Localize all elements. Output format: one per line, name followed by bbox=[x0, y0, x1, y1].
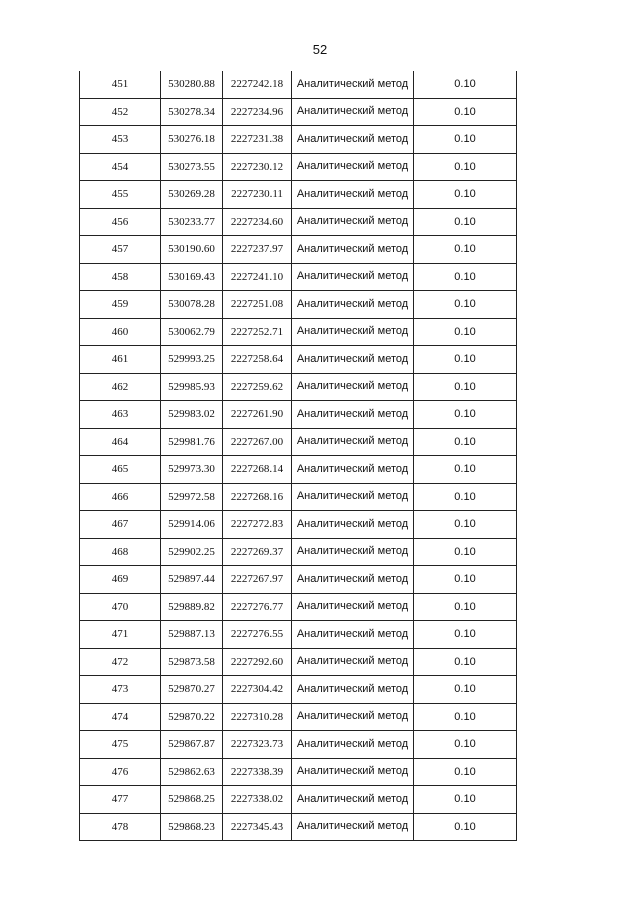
method-cell: Аналитический метод bbox=[292, 621, 414, 649]
method-cell: Аналитический метод bbox=[292, 538, 414, 566]
method-cell: Аналитический метод bbox=[292, 208, 414, 236]
y-coordinate-cell: 2227276.77 bbox=[223, 593, 292, 621]
y-coordinate-cell: 2227310.28 bbox=[223, 703, 292, 731]
table-row bbox=[80, 181, 517, 209]
table-row bbox=[80, 758, 517, 786]
y-coordinate-cell: 2227242.18 bbox=[223, 71, 292, 98]
x-coordinate-cell: 529973.30 bbox=[161, 456, 223, 484]
point-number-cell: 455 bbox=[80, 181, 161, 209]
y-coordinate-cell: 2227234.60 bbox=[223, 208, 292, 236]
point-number-cell: 460 bbox=[80, 318, 161, 346]
method-cell: Аналитический метод bbox=[292, 676, 414, 704]
accuracy-cell: 0.10 bbox=[414, 593, 517, 621]
x-coordinate-cell: 529867.87 bbox=[161, 731, 223, 759]
x-coordinate-cell: 530190.60 bbox=[161, 236, 223, 264]
method-cell: Аналитический метод bbox=[292, 291, 414, 319]
point-number-cell: 463 bbox=[80, 401, 161, 429]
x-coordinate-cell: 530169.43 bbox=[161, 263, 223, 291]
table-row bbox=[80, 621, 517, 649]
point-number-cell: 473 bbox=[80, 676, 161, 704]
x-coordinate-cell: 529870.27 bbox=[161, 676, 223, 704]
accuracy-cell: 0.10 bbox=[414, 703, 517, 731]
point-number-cell: 462 bbox=[80, 373, 161, 401]
method-cell: Аналитический метод bbox=[292, 318, 414, 346]
x-coordinate-cell: 529902.25 bbox=[161, 538, 223, 566]
x-coordinate-cell: 530078.28 bbox=[161, 291, 223, 319]
y-coordinate-cell: 2227268.16 bbox=[223, 483, 292, 511]
point-number-cell: 461 bbox=[80, 346, 161, 374]
accuracy-cell: 0.10 bbox=[414, 346, 517, 374]
y-coordinate-cell: 2227267.00 bbox=[223, 428, 292, 456]
point-number-cell: 467 bbox=[80, 511, 161, 539]
y-coordinate-cell: 2227267.97 bbox=[223, 566, 292, 594]
method-cell: Аналитический метод bbox=[292, 181, 414, 209]
point-number-cell: 466 bbox=[80, 483, 161, 511]
x-coordinate-cell: 530276.18 bbox=[161, 126, 223, 154]
method-cell: Аналитический метод bbox=[292, 648, 414, 676]
point-number-cell: 469 bbox=[80, 566, 161, 594]
x-coordinate-cell: 529868.23 bbox=[161, 813, 223, 841]
table-row bbox=[80, 511, 517, 539]
point-number-cell: 454 bbox=[80, 153, 161, 181]
y-coordinate-cell: 2227259.62 bbox=[223, 373, 292, 401]
method-cell: Аналитический метод bbox=[292, 263, 414, 291]
table-row bbox=[80, 401, 517, 429]
accuracy-cell: 0.10 bbox=[414, 373, 517, 401]
accuracy-cell: 0.10 bbox=[414, 208, 517, 236]
accuracy-cell: 0.10 bbox=[414, 98, 517, 126]
table-row bbox=[80, 731, 517, 759]
accuracy-cell: 0.10 bbox=[414, 786, 517, 814]
x-coordinate-cell: 529897.44 bbox=[161, 566, 223, 594]
point-number-cell: 453 bbox=[80, 126, 161, 154]
table-row bbox=[80, 813, 517, 841]
point-number-cell: 478 bbox=[80, 813, 161, 841]
accuracy-cell: 0.10 bbox=[414, 648, 517, 676]
x-coordinate-cell: 529862.63 bbox=[161, 758, 223, 786]
method-cell: Аналитический метод bbox=[292, 236, 414, 264]
method-cell: Аналитический метод bbox=[292, 153, 414, 181]
y-coordinate-cell: 2227345.43 bbox=[223, 813, 292, 841]
method-cell: Аналитический метод bbox=[292, 703, 414, 731]
point-number-cell: 464 bbox=[80, 428, 161, 456]
point-number-cell: 471 bbox=[80, 621, 161, 649]
method-cell: Аналитический метод bbox=[292, 758, 414, 786]
x-coordinate-cell: 529983.02 bbox=[161, 401, 223, 429]
table-row bbox=[80, 291, 517, 319]
point-number-cell: 459 bbox=[80, 291, 161, 319]
coordinates-table bbox=[79, 71, 517, 841]
accuracy-cell: 0.10 bbox=[414, 676, 517, 704]
accuracy-cell: 0.10 bbox=[414, 236, 517, 264]
table-row bbox=[80, 456, 517, 484]
accuracy-cell: 0.10 bbox=[414, 538, 517, 566]
method-cell: Аналитический метод bbox=[292, 456, 414, 484]
x-coordinate-cell: 530278.34 bbox=[161, 98, 223, 126]
point-number-cell: 470 bbox=[80, 593, 161, 621]
y-coordinate-cell: 2227261.90 bbox=[223, 401, 292, 429]
x-coordinate-cell: 530269.28 bbox=[161, 181, 223, 209]
y-coordinate-cell: 2227258.64 bbox=[223, 346, 292, 374]
y-coordinate-cell: 2227268.14 bbox=[223, 456, 292, 484]
point-number-cell: 456 bbox=[80, 208, 161, 236]
accuracy-cell: 0.10 bbox=[414, 263, 517, 291]
x-coordinate-cell: 530273.55 bbox=[161, 153, 223, 181]
method-cell: Аналитический метод bbox=[292, 731, 414, 759]
y-coordinate-cell: 2227304.42 bbox=[223, 676, 292, 704]
accuracy-cell: 0.10 bbox=[414, 291, 517, 319]
y-coordinate-cell: 2227241.10 bbox=[223, 263, 292, 291]
accuracy-cell: 0.10 bbox=[414, 621, 517, 649]
method-cell: Аналитический метод bbox=[292, 593, 414, 621]
y-coordinate-cell: 2227231.38 bbox=[223, 126, 292, 154]
table-row bbox=[80, 208, 517, 236]
y-coordinate-cell: 2227230.12 bbox=[223, 153, 292, 181]
method-cell: Аналитический метод bbox=[292, 71, 414, 98]
y-coordinate-cell: 2227237.97 bbox=[223, 236, 292, 264]
point-number-cell: 477 bbox=[80, 786, 161, 814]
point-number-cell: 474 bbox=[80, 703, 161, 731]
accuracy-cell: 0.10 bbox=[414, 456, 517, 484]
y-coordinate-cell: 2227269.37 bbox=[223, 538, 292, 566]
point-number-cell: 475 bbox=[80, 731, 161, 759]
accuracy-cell: 0.10 bbox=[414, 813, 517, 841]
x-coordinate-cell: 529873.58 bbox=[161, 648, 223, 676]
method-cell: Аналитический метод bbox=[292, 346, 414, 374]
accuracy-cell: 0.10 bbox=[414, 318, 517, 346]
point-number-cell: 451 bbox=[80, 71, 161, 98]
point-number-cell: 458 bbox=[80, 263, 161, 291]
method-cell: Аналитический метод bbox=[292, 401, 414, 429]
x-coordinate-cell: 530280.88 bbox=[161, 71, 223, 98]
x-coordinate-cell: 529889.82 bbox=[161, 593, 223, 621]
accuracy-cell: 0.10 bbox=[414, 483, 517, 511]
accuracy-cell: 0.10 bbox=[414, 401, 517, 429]
x-coordinate-cell: 529993.25 bbox=[161, 346, 223, 374]
table-row bbox=[80, 373, 517, 401]
table-row bbox=[80, 346, 517, 374]
table-row bbox=[80, 428, 517, 456]
method-cell: Аналитический метод bbox=[292, 483, 414, 511]
y-coordinate-cell: 2227230.11 bbox=[223, 181, 292, 209]
table-row bbox=[80, 483, 517, 511]
accuracy-cell: 0.10 bbox=[414, 181, 517, 209]
accuracy-cell: 0.10 bbox=[414, 126, 517, 154]
table-row bbox=[80, 703, 517, 731]
accuracy-cell: 0.10 bbox=[414, 511, 517, 539]
table-row bbox=[80, 263, 517, 291]
method-cell: Аналитический метод bbox=[292, 126, 414, 154]
x-coordinate-cell: 529868.25 bbox=[161, 786, 223, 814]
y-coordinate-cell: 2227272.83 bbox=[223, 511, 292, 539]
method-cell: Аналитический метод bbox=[292, 813, 414, 841]
table-row bbox=[80, 236, 517, 264]
method-cell: Аналитический метод bbox=[292, 786, 414, 814]
coordinates-table-body bbox=[80, 71, 517, 841]
table-row bbox=[80, 676, 517, 704]
table-row bbox=[80, 71, 517, 98]
point-number-cell: 476 bbox=[80, 758, 161, 786]
y-coordinate-cell: 2227323.73 bbox=[223, 731, 292, 759]
x-coordinate-cell: 529870.22 bbox=[161, 703, 223, 731]
accuracy-cell: 0.10 bbox=[414, 731, 517, 759]
method-cell: Аналитический метод bbox=[292, 428, 414, 456]
page-number: 52 bbox=[312, 42, 328, 57]
method-cell: Аналитический метод bbox=[292, 511, 414, 539]
x-coordinate-cell: 530062.79 bbox=[161, 318, 223, 346]
table-row bbox=[80, 126, 517, 154]
x-coordinate-cell: 529887.13 bbox=[161, 621, 223, 649]
x-coordinate-cell: 530233.77 bbox=[161, 208, 223, 236]
x-coordinate-cell: 529981.76 bbox=[161, 428, 223, 456]
accuracy-cell: 0.10 bbox=[414, 758, 517, 786]
y-coordinate-cell: 2227234.96 bbox=[223, 98, 292, 126]
method-cell: Аналитический метод bbox=[292, 373, 414, 401]
table-row bbox=[80, 538, 517, 566]
point-number-cell: 472 bbox=[80, 648, 161, 676]
y-coordinate-cell: 2227292.60 bbox=[223, 648, 292, 676]
x-coordinate-cell: 529914.06 bbox=[161, 511, 223, 539]
y-coordinate-cell: 2227338.39 bbox=[223, 758, 292, 786]
y-coordinate-cell: 2227338.02 bbox=[223, 786, 292, 814]
point-number-cell: 452 bbox=[80, 98, 161, 126]
point-number-cell: 468 bbox=[80, 538, 161, 566]
point-number-cell: 465 bbox=[80, 456, 161, 484]
table-row bbox=[80, 566, 517, 594]
y-coordinate-cell: 2227276.55 bbox=[223, 621, 292, 649]
accuracy-cell: 0.10 bbox=[414, 428, 517, 456]
table-row bbox=[80, 593, 517, 621]
method-cell: Аналитический метод bbox=[292, 566, 414, 594]
y-coordinate-cell: 2227252.71 bbox=[223, 318, 292, 346]
table-row bbox=[80, 153, 517, 181]
accuracy-cell: 0.10 bbox=[414, 566, 517, 594]
table-row bbox=[80, 786, 517, 814]
table-row bbox=[80, 98, 517, 126]
point-number-cell: 457 bbox=[80, 236, 161, 264]
accuracy-cell: 0.10 bbox=[414, 71, 517, 98]
y-coordinate-cell: 2227251.08 bbox=[223, 291, 292, 319]
accuracy-cell: 0.10 bbox=[414, 153, 517, 181]
method-cell: Аналитический метод bbox=[292, 98, 414, 126]
x-coordinate-cell: 529972.58 bbox=[161, 483, 223, 511]
table-row bbox=[80, 318, 517, 346]
x-coordinate-cell: 529985.93 bbox=[161, 373, 223, 401]
table-row bbox=[80, 648, 517, 676]
